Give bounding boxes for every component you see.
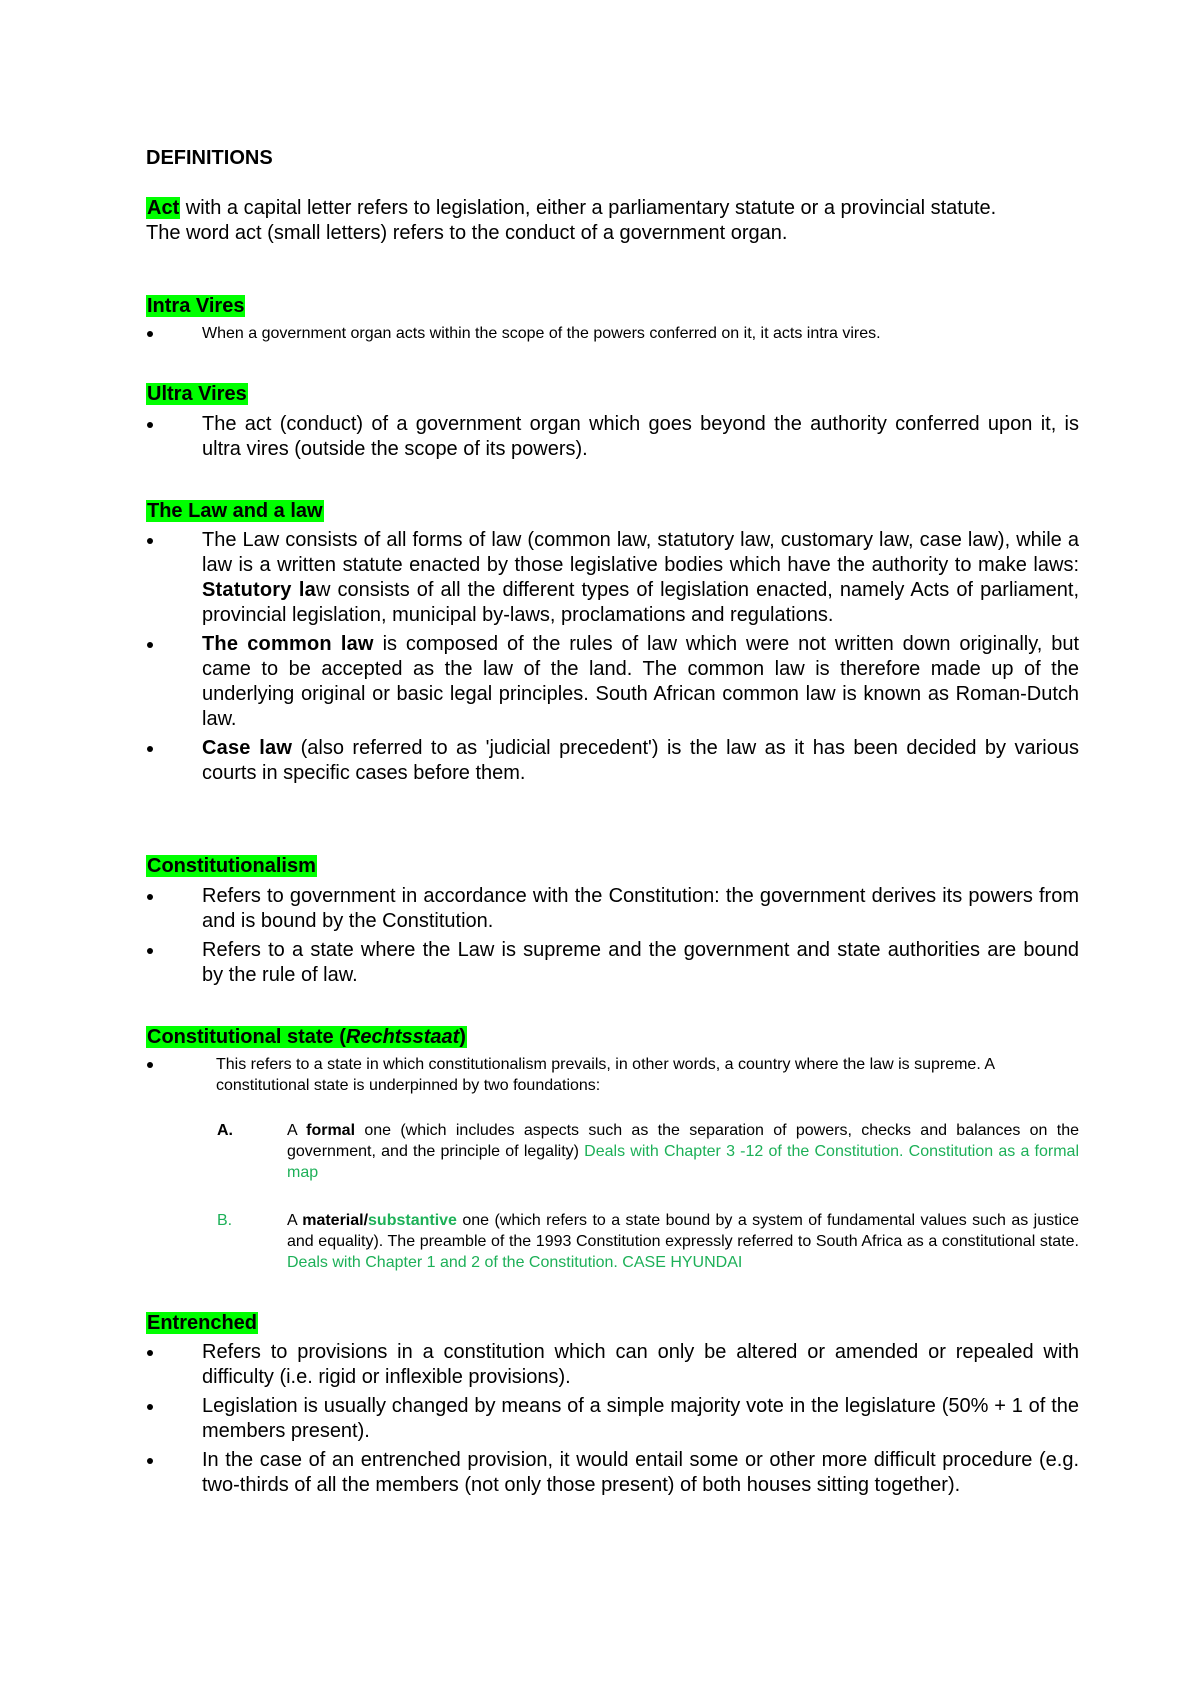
sub-item-text	[287, 1210, 1079, 1273]
heading-part: Constitutional state (	[147, 1026, 346, 1048]
list-item-text: Legislation is usually changed by means of a simple majority vote in the legislature (50% + 1 of the members present).	[202, 1395, 1079, 1442]
list-item	[146, 632, 1079, 732]
constitutionalism-heading: Constitutionalism	[147, 855, 316, 877]
entrenched-list	[146, 1340, 1079, 1502]
sub-item-b	[217, 1210, 1079, 1273]
list-item	[146, 528, 1079, 628]
law-item-1-text: The Law consists of all forms of law (common law, statutory law, customary law, case law), while a law is a written statute enacted by those legislative bodies which have the authority to make laws:	[202, 529, 1079, 576]
intro-text-1: with a capital letter refers to legislation, either a parliamentary statute or a provincial statute.	[180, 197, 997, 219]
sub-item-a	[217, 1120, 1079, 1183]
intro-paragraph	[146, 196, 1079, 246]
list-item	[146, 736, 1079, 786]
bullet-icon	[147, 1404, 153, 1410]
statutory-law-term: Statutory la	[202, 579, 316, 601]
bullet-icon	[147, 894, 153, 900]
law-heading: The Law and a law	[147, 500, 323, 522]
material-term: material/	[302, 1212, 369, 1229]
bullet-icon	[147, 642, 153, 648]
section-heading-intra-vires	[146, 294, 1079, 319]
green-note: Deals with Chapter 3 -12 of the Constitution. Constitution as a formal map	[287, 1143, 1080, 1181]
intro-text-2: The word act (small letters) refers to the conduct of a government organ.	[146, 222, 788, 244]
act-term: Act	[147, 197, 180, 219]
law-item-1-text-cont: w consists of all the different types of legislation enacted, namely Acts of parliament, provincial legislation, municipal by-laws, proclamations and regulations.	[202, 579, 1079, 626]
list-item	[146, 323, 1079, 344]
section-heading-ultra-vires	[146, 382, 1079, 407]
list-item-text: This refers to a state in which constitutionalism prevails, in other words, a country where the law is supreme. A constitutional state is underpinned by two foundations:	[216, 1056, 995, 1094]
list-item-text: Refers to government in accordance with the Constitution: the government derives its powers from and is bound by the Constitution.	[202, 885, 1079, 932]
list-item-text: The act (conduct) of a government organ which goes beyond the authority conferred upon it, is ultra vires (outside the scope of its powers).	[202, 413, 1079, 460]
heading-part: )	[459, 1026, 466, 1048]
intra-vires-list	[146, 323, 1079, 348]
bullet-icon	[147, 1458, 153, 1464]
bullet-icon	[147, 1062, 153, 1068]
list-item	[146, 1448, 1079, 1498]
text-part: A	[287, 1122, 307, 1139]
list-item-text: In the case of an entrenched provision, it would entail some or other more difficult procedure (e.g. two-thirds of all the members (not only those present) of both houses sitting together).	[202, 1449, 1079, 1496]
bullet-icon	[147, 331, 153, 337]
constitutional-state-list	[146, 1054, 1079, 1100]
ultra-vires-heading: Ultra Vires	[147, 383, 247, 405]
formal-term: formal	[306, 1122, 356, 1139]
text-part: one (which refers to a state bound by a system of fundamental values such as justice and equality). The preamble of the 1993 Constitution expressly referred to South Africa as a constitutional state.	[287, 1212, 1080, 1250]
green-note: Deals with Chapter 1 and 2 of the Constitution. CASE HYUNDAI	[287, 1254, 743, 1271]
ultra-vires-list	[146, 412, 1079, 466]
list-item	[146, 884, 1079, 934]
bullet-icon	[147, 538, 153, 544]
text-part: one (which includes aspects such as the separation of powers, checks and balances on the government, and the principle of legality)	[287, 1122, 1080, 1160]
rechtsstaat-term: Rechtsstaat	[345, 1026, 460, 1048]
bullet-icon	[147, 746, 153, 752]
list-item-text: When a government organ acts within the scope of the powers conferred on it, it acts intra vires.	[202, 325, 881, 342]
law-item-3-text: (also referred to as 'judicial precedent') is the law as it has been decided by various courts in specific cases before them.	[202, 737, 1079, 784]
case-law-term: Case law	[202, 737, 293, 759]
list-item-text: Refers to a state where the Law is supreme and the government and state authorities are bound by the rule of law.	[202, 939, 1079, 986]
sub-item-marker: B.	[217, 1212, 233, 1229]
text-part: A	[287, 1212, 303, 1229]
entrenched-heading: Entrenched	[147, 1312, 258, 1334]
bullet-icon	[147, 948, 153, 954]
constitutionalism-list	[146, 884, 1079, 992]
section-heading-constitutional-state	[146, 1025, 1079, 1050]
bullet-icon	[147, 422, 153, 428]
constitutional-state-heading	[146, 1026, 467, 1048]
common-law-term: The common law	[202, 633, 374, 655]
law-item-2-text: is composed of the rules of law which were not written down originally, but came to be accepted as the law of the land. The common law is therefore made up of the underlying original or basic legal principles. South African common law is known as Roman-Dutch law.	[202, 633, 1079, 730]
substantive-term: substantive	[368, 1212, 457, 1229]
section-heading-constitutionalism	[146, 854, 1079, 879]
page-title: DEFINITIONS	[146, 147, 273, 169]
section-heading-law	[146, 499, 1079, 524]
law-list	[146, 528, 1079, 790]
list-item	[146, 1340, 1079, 1390]
list-item-text: Refers to provisions in a constitution which can only be altered or amended or repealed with difficulty (i.e. rigid or inflexible provisions).	[202, 1341, 1079, 1388]
sub-item-marker: A.	[217, 1122, 233, 1139]
list-item	[146, 412, 1079, 462]
sub-item-text	[287, 1120, 1079, 1183]
section-heading-entrenched	[146, 1311, 1079, 1336]
bullet-icon	[147, 1350, 153, 1356]
list-item	[146, 1054, 1079, 1096]
list-item	[146, 938, 1079, 988]
intra-vires-heading: Intra Vires	[147, 295, 245, 317]
list-item	[146, 1394, 1079, 1444]
